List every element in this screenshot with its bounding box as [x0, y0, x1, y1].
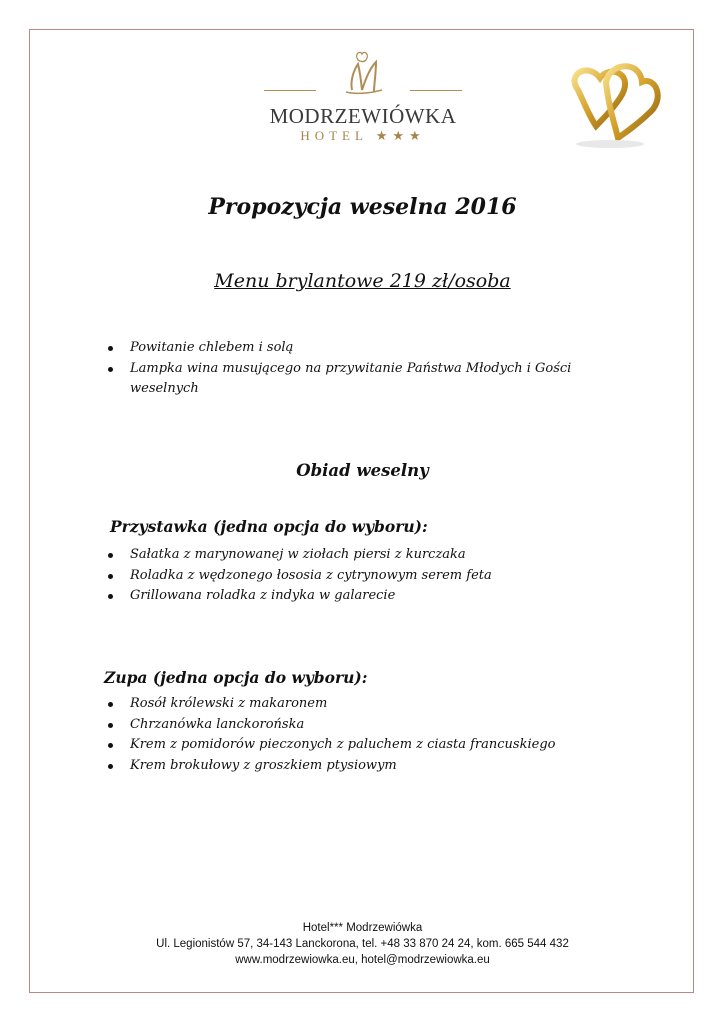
intro-list [107, 338, 630, 400]
brand-subtitle: HOTEL ★★★ [300, 128, 426, 143]
list-item: Krem brokułowy z groszkiem ptysiowym [107, 756, 630, 777]
logo-line-right [410, 90, 462, 91]
list-item: Grillowana roladka z indyka w galarecie [107, 586, 630, 607]
list-item: Powitanie chlebem i solą [107, 338, 630, 359]
list-item: Rosół królewski z makaronem [107, 694, 630, 715]
footer-hotel-name: Hotel*** Modrzewiówka [302, 922, 423, 934]
list-item: Chrzanówka lanckorońska [107, 715, 630, 736]
soups-list [107, 694, 630, 776]
footer-address: Ul. Legionistów 57, 34-143 Lanckorona, tel. +48 33 870 24 24, kom. 665 544 432 [156, 938, 569, 950]
list-item: Roladka z wędzonego łososia z cytrynowym serem feta [107, 566, 630, 587]
wedding-rings-icon [548, 52, 666, 152]
starters-heading: Przystawka (jedna opcja do wyboru): [110, 517, 428, 536]
footer-contact: www.modrzewiowka.eu, hotel@modrzewiowka.eu [235, 954, 490, 966]
hotel-logo [258, 48, 468, 148]
document-title: Propozycja weselna 2016 [208, 194, 517, 220]
page-border [29, 29, 694, 993]
starters-list [107, 545, 630, 607]
brand-name: MODRZEWIÓWKA [269, 104, 457, 128]
monogram-icon [328, 50, 398, 98]
footer [0, 920, 725, 968]
list-item: Lampka wina musującego na przywitanie Państwa Młodych i Gości weselnych [107, 359, 610, 400]
list-item: Sałatka z marynowanej w ziołach piersi z kurczaka [107, 545, 630, 566]
list-item: Krem z pomidorów pieczonych z paluchem z ciasta francuskiego [107, 735, 630, 756]
menu-subtitle: Menu brylantowe 219 zł/osoba [214, 270, 511, 292]
section-title: Obiad weselny [296, 461, 429, 480]
soups-heading: Zupa (jedna opcja do wyboru): [104, 668, 368, 687]
logo-line-left [264, 90, 316, 91]
